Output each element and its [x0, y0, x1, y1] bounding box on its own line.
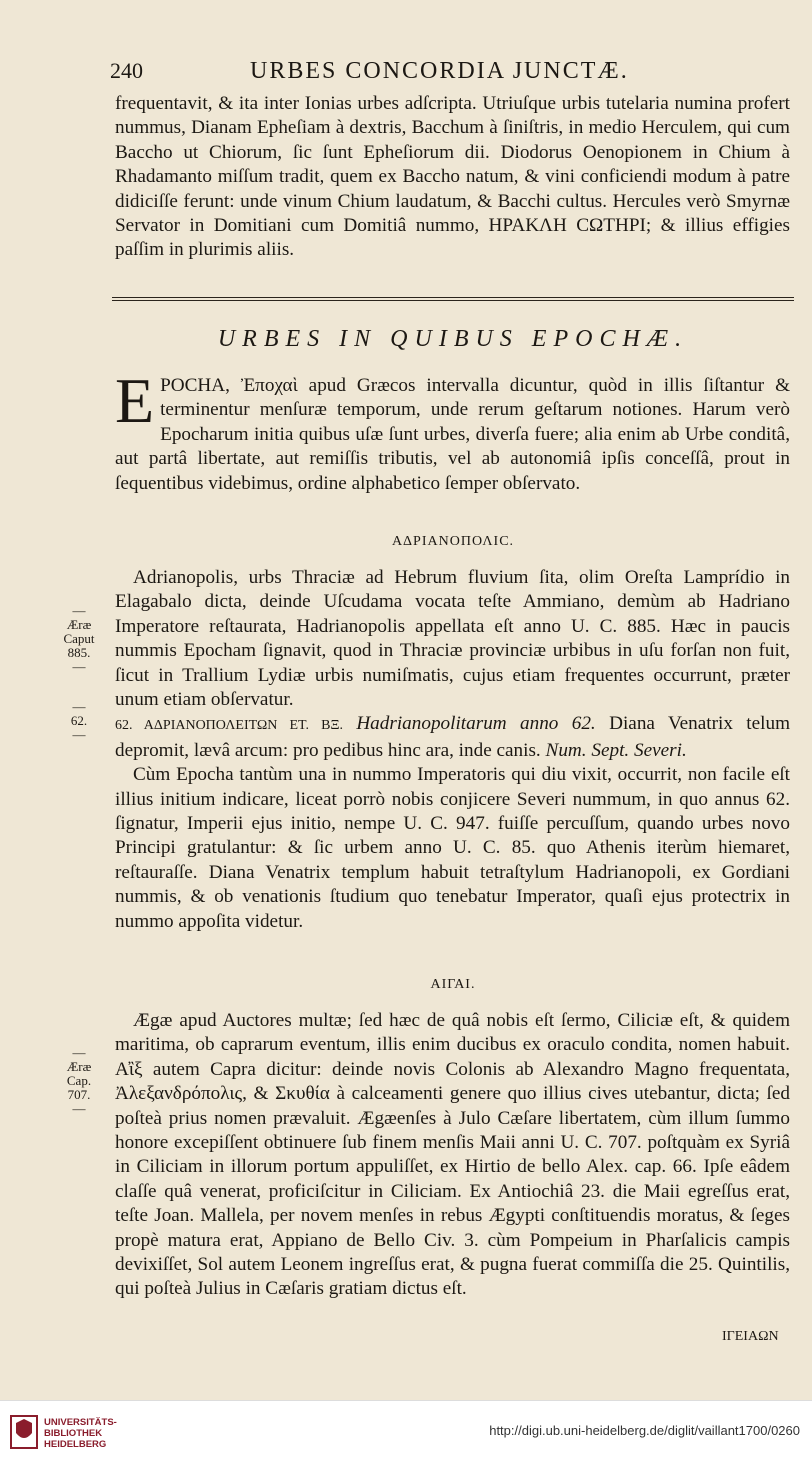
logo-line: BIBLIOTHEK	[44, 1428, 103, 1439]
coin-label: Hadrianopolitarum anno 62.	[356, 713, 596, 735]
margin-line: 62.	[70, 713, 88, 728]
heading-adrianopolis: ΑΔΡΙΑΝΟΠΟΛΙϹ.	[391, 534, 515, 549]
viewer-footer	[0, 1400, 812, 1464]
margin-note-era-885: — Æræ Caput 885. —	[63, 603, 95, 674]
page-number: 240	[110, 58, 143, 83]
margin-note-era-707: — Æræ Cap. 707. —	[66, 1045, 92, 1116]
paragraph-text: Adrianopolis, urbs Thraciæ ad Hebrum fluvium ſita, olim Oreſta Lamprídio in Elagabalo dicta, deinde Uſcudama vocata teſte Ammiano, demùm ab Hadriano Imperatore reſtaurata, Hadrianopolis appellata eſt anno U. C. 885. Hæc in paucis nummis Epocham ſignavit, quod in Thraciæ provinciæ urbibus in uſu forſan non fuit, ſicut in Trallium Lydiæ urbis numiſmatis, cujus etiam frequentes occurrunt, præter unum etiam obſervatur.	[115, 567, 790, 711]
margin-line: Æræ	[66, 1059, 92, 1074]
coin-source: Num. Sept. Severi.	[545, 739, 687, 761]
paragraph-adrianopolis	[115, 566, 790, 934]
running-title: URBES CONCORDIA JUNCTÆ.	[250, 58, 629, 84]
margin-line: Cap.	[66, 1073, 92, 1088]
section-divider-second	[112, 300, 794, 301]
coin-description	[115, 712, 790, 763]
university-seal-icon	[10, 1415, 38, 1449]
paragraph-text: Ægæ apud Auctores multæ; ſed hæc de quâ nobis eſt ſermo, Ciliciæ eſt, & quidem maritima, ob caprarum eventum, illis enim ducibus ex oraculo condita, nomen habuit. Αἲξ autem Capra dicitur: deinde novis Colonis ab Alexandro Magno frequentata, Ἀλεξανδρόπολις, & Σκυθία à calceamenti genere quo illius cives utebantur, dicta; ſed poſteà prius nomen prævaluit. Ægæenſes à Julo Cæſare libertatem, cùm illum ſummo honore excepiſſent obtinuere ſub finem menſis Maii anni U. C. 707. poſtquàm ex Syriâ in Ciliciam in illorum portum appuliſſet, ex Hirtio de bello Alex. cap. 66. Ipſe eâdem claſſe quâ venerat, proficiſcitur in Ciliciam. Ex Antiochiâ 23. die Maii egreſſus erat, teſte Joan. Mallela, per novem menſes in rebus Ægypti conſtituendis moratus, & ſeges propè matura erat, Appiano de Bello Civ. 3. cùm Pompeium in Pharſalicis campis devixiſſet, Sol autem Leonem ingreſſus erat, & pugna fuerat commiſſa die 25. Quintilis, qui poſteà Julius in Cæſaris gratiam dictus eſt.	[115, 1010, 790, 1300]
margin-line: Æræ	[66, 617, 92, 632]
paragraph-aegae	[115, 1009, 790, 1302]
section-title: URBES IN QUIBUS EPOCHÆ.	[217, 326, 689, 352]
paragraph-smyrna	[115, 92, 790, 263]
intro-text: POCHA, Ἐποχαὶ apud Græcos intervalla dicuntur, quòd in illis ſiſtantur & terminentur menſuræ temporum, unde rerum geſtarum notiones. Harum verò Epocharum initia quibus uſæ ſunt urbes, diverſa fuere; alia enim ab Urbe conditâ, aut partâ libertate, aut remiſſis tributis, vel ab autonomiâ ipſis conceſſâ, prout in ſequentibus videbimus, ordine alphabetico ſemper obſervato.	[115, 375, 790, 494]
heading-aigai: ΑΙΓΑΙ.	[430, 977, 476, 992]
paragraph-epocha: Cùm Epocha tantùm una in nummo Imperatoris qui diu vixit, occurrit, non facile eſt illius initium indicare, liceat porrò nobis conjicere Severi nummum, in quo annus 62. ſignatur, Imperii ejus initio, nempe U. C. 947. fuiſſe percuſſum, quando urbes novo Principi gratulantur: & ſic urbem anno U. C. 85. quo Athenis iterùm hiemaret, reſtauraſſe. Diana Venatrix templum habuit tetraſtylum Hadrianopoli, ex Gordiani nummis, & ob venationis ſtudium quo tenebatur Imperator, quaſi ejus protectrix in nummo appoſita videtur.	[115, 764, 790, 932]
section-divider	[112, 297, 794, 298]
coin-text: Diana Venatrix telum depromit, lævâ arcum: pro pedibus hinc ara, inde canis.	[115, 713, 790, 761]
paragraph-intro	[115, 365, 790, 496]
logo-line: HEIDELBERG	[44, 1439, 107, 1450]
margin-line: 707.	[67, 1087, 91, 1102]
library-logo-text[interactable]	[44, 1417, 117, 1450]
margin-note-62: — 62. —	[70, 699, 88, 742]
catchword: ΙΓΕΙΑΩΝ	[722, 1329, 779, 1344]
logo-line: UNIVERSITÄTS-	[44, 1417, 117, 1428]
margin-line: 885.	[67, 645, 91, 660]
paragraph-text: frequentavit, & ita inter Ionias urbes adſcripta. Utriuſque urbis tutelaria numina profert nummus, Dianam Epheſiam à dextris, Bacchum à ſiniſtris, in medio Herculem, qui cum Baccho ut Chiorum, ſic ſunt Epheſiorum dii. Diodorus Oenopionem in Chium à Rhadamanto miſſum tradit, quem ex Baccho natum, & vini conficiendi modum à patre didiciſſe ferunt: unde vinum Chium laudatum, & Bacchi cultus. Hercules verò Smyrnæ Servator in Domitiani cum Domitiâ nummo, ΗΡΑΚΛΗ ϹΩΤΗΡΙ; & illius effigies paſſim in plurimis aliis.	[115, 93, 790, 261]
drop-cap: E	[115, 365, 155, 436]
page-header	[110, 58, 782, 90]
coin-legend: 62. ΑΔΡΙΑΝΟΠΟΛΕΙΤΩΝ ΕΤ. ΒΞ.	[115, 718, 343, 734]
permalink[interactable]: http://digi.ub.uni-heidelberg.de/diglit/vaillant1700/0260	[489, 1423, 800, 1438]
margin-line: Caput	[63, 631, 95, 646]
